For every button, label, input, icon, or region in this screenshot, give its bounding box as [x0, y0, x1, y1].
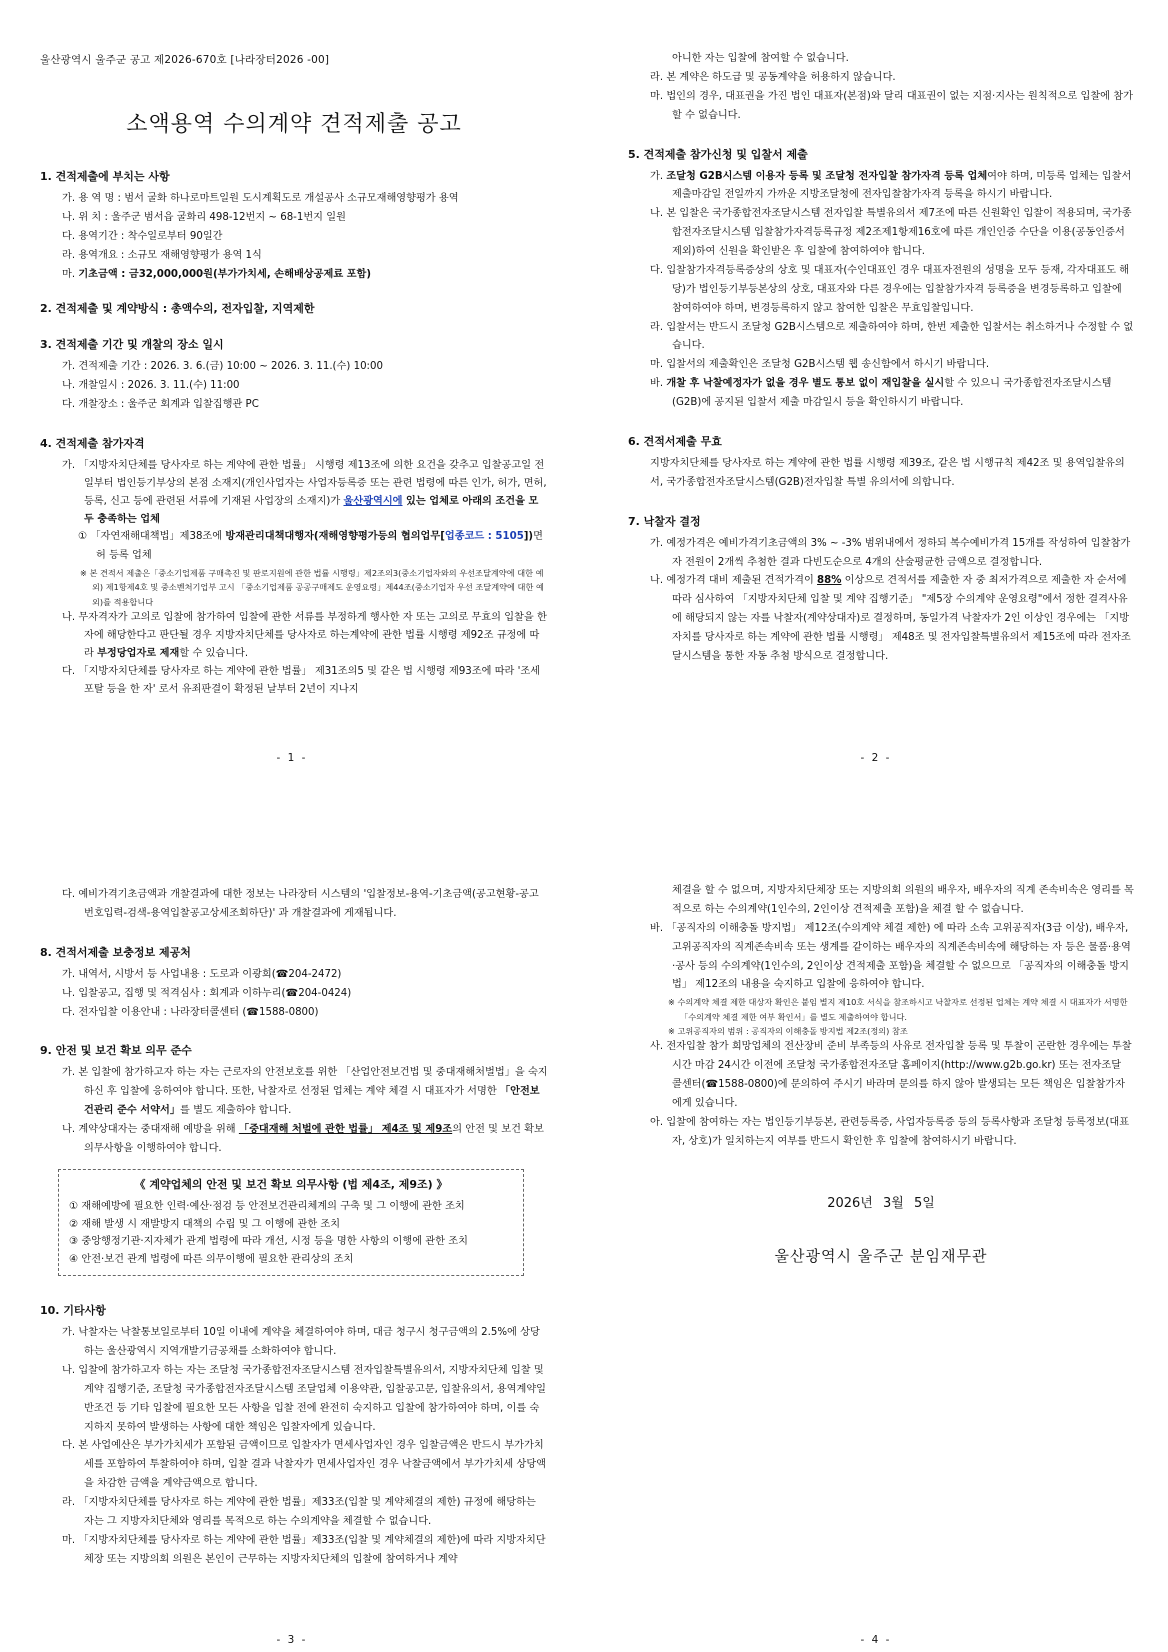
- s5-item-ba: [638, 375, 1134, 413]
- s9-ga-tail: 를 별도 제출하야 합니다.: [180, 1105, 292, 1117]
- page-number-3: - 3 -: [276, 1634, 308, 1646]
- bid-threshold: 88%: [817, 575, 842, 587]
- s10-note-1: ※ 수의계약 체결 제한 대상자 확인은 붙임 별지 제10호 서식을 참조하시고 낙찰자로 선정된 업체는 계약 체결 시 대표자가 서명한「수의계약 체결 제한 여부 확인서」를 별도 제출하여야 합니다.: [668, 997, 1128, 1022]
- s5-item-da: 다. 입찰참가자격등록증상의 상호 및 대표자(수인대표인 경우 대표자전원의 성명을 모두 등재, 각자대표도 해당)가 법인등기부등본상의 상호, 대표자와 다른 경우에는 입찰참가자격 등록증을 변경등록하고 입찰에 참여하여야 하며, 변경등록하지 않고 참여한 입찰은 무효입찰입니다.: [650, 264, 1130, 314]
- s4-item-ga: [50, 457, 548, 528]
- s4-da-continued: 아니한 자는 입찰에 참여할 수 없습니다.: [672, 53, 849, 64]
- s10-item-a: 아. 입찰에 참여하는 자는 법인등기부등본, 관련등록증, 사업자등록증 등의 등록사항과 조달청 등록정보(대표자, 상호)가 일치하는지 여부를 반드시 확인한 후 입찰에 참여하시기 바랍니다.: [650, 1116, 1130, 1147]
- s8-item-da: 다. 전자입찰 이용안내 : 나라장터콜센터 (☎1588-0800): [62, 1006, 319, 1018]
- s10-item-ma: 마. 「지방자치단체를 당사자로 하는 계약에 관한 법률」제33조(입찰 및 계약체결의 제한)에 따라 지방자치단체장 또는 지방의회 의원은 본인이 근무하는 지방자치단체의 입찰에 참여하거나 계약: [62, 1534, 546, 1565]
- serious-accident-law: 「중대재해 처벌에 관한 법률」 제4조 및 제9조: [238, 1124, 453, 1135]
- notice-date: 2026년 3월 5일: [827, 1195, 935, 1211]
- section-9-title: 9. 안전 및 보건 확보 의무 준수: [40, 1044, 192, 1058]
- s9-na-tail: 의 안전 및 보건 확보 의무사항을 이행하여야 합니다.: [84, 1124, 544, 1154]
- page-3: [0, 826, 584, 1652]
- section-1-title: 1. 견적제출에 부치는 사항: [40, 170, 170, 183]
- s5-item-na: 나. 본 입찰은 국가종합전자조달시스템 전자입찰 특별유의서 제7조에 따른 신원확인 입찰이 적용되며, 국가종합전자조달시스템 입찰참가자격등록규정 제2조제1항제16호에 따른 개인인증 수단을 이용(공동인증서 제외)하여 신원을 확인받은 후 입찰에 참여하여야 합니다.: [650, 208, 1132, 257]
- s4-ga-tail: 있는 업체로 아래의 조건을 모두 충족하는 업체: [84, 495, 539, 525]
- s5-ba-bold: 개찰 후 낙찰예정자가 없을 경우 별도 통보 없이 재입찰을 실시: [666, 378, 945, 390]
- s10-ma-continued: 체결을 할 수 없으며, 지방자치단체장 또는 지방의회 의원의 배우자, 배우자의 직계 존속비속은 영리를 목적으로 하는 수의계약(1인수의, 2인이상 견적제출 포함)을 체결 할 수 없습니다.: [672, 885, 1134, 915]
- s5-ba-tail: 할 수 있으니 국가종합전자조달시스템(G2B)에 공지된 입찰서 제출 마감일시 등을 확인하시기 바랍니다.: [672, 378, 1112, 408]
- s4-item-ma: 마. 법인의 경우, 대표권을 가진 법인 대표자(본점)와 달리 대표권이 없는 지점·지사는 원칙적으로 입찰에 참가할 수 없습니다.: [650, 90, 1133, 121]
- page-number-1: - 1 -: [276, 752, 308, 764]
- section-10-title: 10. 기타사항: [40, 1304, 106, 1318]
- section-4-title: 4. 견적제출 참가자격: [40, 437, 145, 450]
- s9-item-ga: [50, 1064, 548, 1121]
- s10-item-sa: 사. 전자입찰 참가 희망업체의 전산장비 준비 부족등의 사유로 전자입찰 등록 및 투찰이 곤란한 경우에는 투찰시간 마감 24시간 이전에 조달청 국가종합전자조달 홈페이지(http://www.g2b.go.kr) 또는 전자조달 콜센터(☎1588-0800)에 문의하여 주시기 바라며 문의를 하지 않아 발생되는 모든 책임은 입찰참가자에게 있습니다.: [650, 1041, 1132, 1109]
- s4-note: ※ 본 견적서 제출은「중소기업제품 구매촉진 및 판로지원에 관한 법률 시행령」제2조의3(중소기업자와의 우선조달계약에 대한 예외) 제1항제4호 및 중소벤처기업부 고시 「중소기업제품 공공구매제도 운영요령」제44조(중소기업자 우선 조달계약에 대한 예외)를 적용합니다: [80, 568, 544, 607]
- page-title: 소액용역 수의계약 견적제출 공고: [126, 112, 462, 137]
- base-amount: 기초금액 : 금32,000,000원(부가가치세, 손해배상공제료 포함): [78, 268, 372, 280]
- s4-item-da: 다. 「지방자치단체를 당사자로 하는 계약에 관한 법률」 제31조의5 및 같은 법 시행령 제93조에 따라 '조세포탈 등을 한 자' 로서 유죄판결이 확정된 날부터 2년이 지나지: [62, 665, 541, 695]
- region-link: 울산광역시에: [343, 495, 403, 507]
- s7-item-da: 다. 예비가격기초금액과 개찰결과에 대한 정보는 나라장터 시스템의 '입찰정보-용역-기초금액(공고현황-공고번호입력-검색-용역입찰공고상세조회하단)' 과 개찰결과에 게재됩니다.: [62, 889, 539, 919]
- s5-ga-prefix: 가.: [650, 170, 667, 182]
- s6-text: 지방자치단체를 당사자로 하는 계약에 관한 법률 시행령 제39조, 같은 법 시행규칙 제42조 및 용역입찰유의서, 국가종합전자조달시스템(G2B)전자입찰 특별 유의서에 의합니다.: [650, 457, 1125, 488]
- s4-na-text: 나. 무자격자가 고의로 입찰에 참가하여 입찰에 관한 서류를 부정하게 행사한 자 또는 고의로 무효의 입찰을 한 자에 해당한다고 판단될 경우 지방자치단체를 당사자로 하는계약에 관한 법률 시행령 제92조 규정에 따라: [62, 612, 547, 659]
- s4-item-na: [50, 609, 548, 663]
- s5-ba-prefix: 바.: [650, 378, 667, 390]
- s9-na-text: 나. 계약상대자는 중대재해 예방을 위해: [62, 1124, 239, 1135]
- s8-item-na: 나. 입찰공고, 집행 및 적격심사 : 회계과 이하누리(☎204-0424): [62, 987, 352, 999]
- s1-item-ra: 라. 용역개요 : 소규모 재해영향평가 용역 1식: [62, 249, 262, 261]
- s7-na-tail: 이상으로 견적서를 제출한 자 중 최저가격으로 제출한 자 순서에 따라 심사하여 「지방자치단체 입찰 및 계약 집행기준」 "제5장 수의계약 운영요령"에서 정한 결격사유에 해당되지 않는 자를 낙찰자(계약상대자)로 결정하며, 동일가격 낙찰자가 2인 이상인 경우에는 「지방자치를 당사자로 하는 계약에 관한 법률 시행령」 제48조 및 전자입찰특별유의서 제15조에 따라 전자조달시스템을 통한 자동 추첨 방식으로 결정합니다.: [672, 575, 1131, 662]
- s5-item-ra: 라. 입찰서는 반드시 조달청 G2B시스템으로 제출하여야 하며, 한번 제출한 입찰서는 취소하거나 수정할 수 없습니다.: [650, 321, 1134, 352]
- section-7-title: 7. 낙찰자 결정: [628, 514, 701, 528]
- safety-duties-box: [58, 1169, 524, 1276]
- safety-pledge: 「안전보건관리 준수 서약서」: [84, 1086, 540, 1117]
- s10-item-ga: 가. 낙찰자는 낙찰통보일로부터 10일 이내에 계약을 체결하여야 하며, 대금 청구시 청구금액의 2.5%에 상당하는 울산광역시 지역개발기금공채를 소화하여야 합니다.: [62, 1327, 540, 1357]
- s10-item-na: 나. 입찰에 참가하고자 하는 자는 조달청 국가종합전자조달시스템 전자입찰특별유의서, 지방자치단체 입찰 및 계약 집행기준, 조달청 국가종합전자조달시스템 조달업체 이용약관, 입찰공고문, 입찰유의서, 용역계약일반조건 등 기타 입찰에 필요한 모든 사항을 입찰 전에 완전히 숙지하고 입찰에 참가하여야 하며, 이를 숙지하지 못하여 발생하는 사항에 대한 책임은 입찰자에게 있습니다.: [62, 1364, 547, 1433]
- s9-ga-text: 가. 본 입찰에 참가하고자 하는 자는 근로자의 안전보호를 위한 「산업안전보건법 및 중대재해처벌법」을 숙지하신 후 입찰에 응하여야 합니다. 또한, 낙찰자로 선정된 업체는 계약 체결 시 대표자가 서명한: [62, 1067, 548, 1098]
- section-3-title: 3. 견적제출 기간 및 개찰의 장소 일시: [40, 338, 224, 352]
- s1-item-ga: 가. 용 역 명 : 범서 굴화 하나로마트일원 도시계획도로 개설공사 소규모재해영향평가 용역: [62, 193, 459, 204]
- s4-c1-bold: 방재관리대책대행자(재해영향평가등의 협의업무[: [225, 531, 445, 543]
- s10-item-da: 다. 본 사업예산은 부가가치세가 포함된 금액이므로 입찰자가 면세사업자인 경우 입찰금액은 반드시 부가가치세를 포함하여 투찰하여야 하며, 입찰 결과 낙찰자가 면세사업자인 경우 낙찰금액에서 부가가치세 상당액을 차감한 금액을 계약금액으로 합니다.: [62, 1440, 547, 1490]
- s4-c1-text: ① 「자연재해대책법」제38조에: [78, 531, 226, 543]
- s5-ga-bold: 조달청 G2B시스템 이용자 등록 및 조달청 전자입찰 참가자격 등록 업체: [666, 170, 988, 182]
- s1-item-da: 다. 용역기간 : 착수일로부터 90일간: [62, 230, 223, 242]
- safety-duties-title: 《 계약업체의 안전 및 보건 확보 의무사항 (법 제4조, 제9조) 》: [134, 1177, 448, 1191]
- s5-ga-tail: 여야 하며, 미등록 업체는 입찰서 제출마감일 전일까지 가까운 지방조달청에 전자입찰참가자격 등록을 하시기 바랍니다.: [672, 170, 1132, 201]
- s10-note-2: ※ 고위공직자의 범위 : 공직자의 이해충돌 방지법 제2조(정의) 참조: [668, 1025, 908, 1036]
- page-2: [584, 0, 1168, 826]
- s8-item-ga: 가. 내역서, 시방서 등 사업내용 : 도로과 이광희(☎204-2472): [62, 968, 342, 980]
- s4-c1-tail: 면허 등록 업체: [96, 531, 543, 562]
- industry-code: 업종코드 : 5105: [444, 531, 524, 543]
- s4-c1-close: ]): [523, 531, 534, 543]
- s1-ma-prefix: 마.: [62, 268, 79, 280]
- s7-item-na: [638, 572, 1134, 666]
- safety-duty-item: ③ 중앙행정기관·지자체가 관계 법령에 따라 개선, 시정 등을 명한 사항의 이행에 관한 조치: [69, 1236, 468, 1248]
- page-number-4: - 4 -: [860, 1634, 892, 1646]
- s7-na-text: 나. 예정가격 대비 제출된 견적가격이: [650, 575, 818, 587]
- s4-ga-text: 가. 「지방자치단체를 당사자로 하는 계약에 관한 법률」 시행령 제13조에 의한 요건을 갖추고 입찰공고일 전일부터 법인등기부상의 본점 소재지(개인사업자는 사업자등록증 또는 관련 법령에 따른 인가, 허가, 면허, 등록, 신고 등에 관련된 서류에 기재된 사업장의 소재지)가: [62, 460, 547, 507]
- s4-na-tail: 할 수 있습니다.: [179, 647, 249, 659]
- s1-item-na: 나. 위 치 : 울주군 범서읍 굴화리 498-12번지 ~ 68-1번지 일원: [62, 211, 346, 223]
- page-4: [584, 826, 1168, 1652]
- s5-item-ga: [638, 168, 1134, 206]
- s7-item-ga: 가. 예정가격은 예비가격기초금액의 3% ~ -3% 범위내에서 정하되 복수예비가격 15개를 작성하여 입찰참가자 전원이 2개씩 추첨한 결과 다빈도순으로 4개의 산술평균한 금액으로 결정합니다.: [650, 537, 1131, 568]
- s5-item-ma: 마. 입찰서의 제출확인은 조달청 G2B시스템 웹 송신함에서 하시기 바랍니다.: [650, 359, 990, 371]
- s4-condition-1: [56, 528, 548, 566]
- s10-item-ra: 라. 「지방자치단체를 당사자로 하는 계약에 관한 법률」제33조(입찰 및 계약체결의 제한) 규정에 해당하는 자는 그 지방자치단체와 영리를 목적으로 하는 수의계약을 체결할 수 없습니다.: [62, 1497, 536, 1527]
- s1-item-ma: [50, 266, 548, 285]
- safety-duty-item: ② 재해 발생 시 재발방지 대책의 수립 및 그 이행에 관한 조치: [69, 1218, 341, 1230]
- safety-duty-item: ④ 안전·보건 관계 법령에 따른 의무이행에 필요한 관리상의 조치: [69, 1254, 354, 1266]
- s4-item-ra: 라. 본 계약은 하도급 및 공동계약을 허용하지 않습니다.: [650, 71, 896, 83]
- page-number-2: - 2 -: [860, 752, 892, 764]
- section-5-title: 5. 견적제출 참가신청 및 입찰서 제출: [628, 147, 808, 161]
- s3-item-ga: 가. 견적제출 기간 : 2026. 3. 6.(금) 10:00 ~ 2026. 3. 11.(수) 10:00: [62, 361, 383, 373]
- section-6-title: 6. 견적서제출 무효: [628, 434, 722, 448]
- s4-na-bold: 부정당업자로 제재: [97, 647, 180, 659]
- section-2-title: 2. 견적제출 및 계약방식 : 총액수의, 전자입찰, 지역제한: [40, 302, 315, 316]
- s9-item-na: [50, 1121, 548, 1159]
- section-8-title: 8. 견적서제출 보충정보 제공처: [40, 945, 191, 959]
- issuing-organization: 울산광역시 울주군 분임재무관: [774, 1246, 988, 1265]
- s10-item-ba: 바. 「공직자의 이해충돌 방지법」 제12조(수의계약 체결 제한) 에 따라 소속 고위공직자(3급 이상), 배우자, 고위공직자의 직계존속비속 또는 생계를 같이하는 배우자의 직계존속비속에 해당하는 자 등은 물품·용역·공사 등의 수의계약(1인수의, 2인이상 견적제출 포함)을 체결할 수 없으므로 「공직자의 이해충돌 방지법」 제12조의 내용을 숙지하고 입찰에 응하여야 합니다.: [650, 922, 1131, 991]
- safety-duty-item: ① 재해예방에 필요한 인력·예산·점검 등 안전보건관리체계의 구축 및 그 이행에 관한 조치: [69, 1200, 465, 1212]
- notice-number: 울산광역시 울주군 공고 제2026-670호 [나라장터2026 -00]: [40, 54, 330, 66]
- s3-item-na: 나. 개찰일시 : 2026. 3. 11.(수) 11:00: [62, 380, 240, 392]
- s3-item-da: 다. 개찰장소 : 울주군 회계과 입찰집행관 PC: [62, 399, 259, 411]
- page-1: [0, 0, 584, 826]
